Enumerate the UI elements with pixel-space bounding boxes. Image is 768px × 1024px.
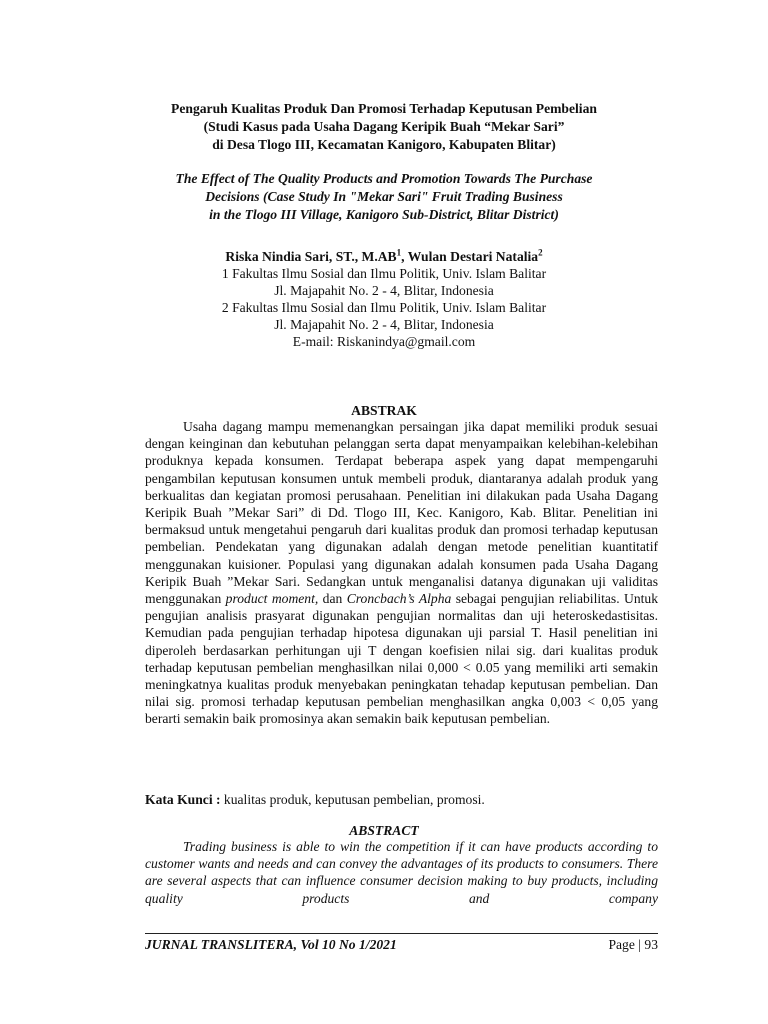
affiliation-1: 1 Fakultas Ilmu Sosial dan Ilmu Politik, Univ. Islam Balitar — [221, 266, 547, 281]
abstrak-text-3: sebagai pengujian reliabilitas. Untuk pengujian analisis prasyarat digunakan pengujian normalitas dan uji heteroskedastisitas. Kemudian pada pengujian terhadap hipotesa digunakan uji parsial T. Hasil penelitian ini diperoleh berdasarkan perhitungan uji T dengan koefisien nilai sig. dari kualitas produk terhadap keputusan pembelian menghasilkan nilai 0,000 < 0.05 yang memiliki arti semakin meningkatnya kualitas produk menyebakan peningkatan tehadap keputusan pembelian. Dan nilai sig. promosi terhadap keputusan pembelian menghasilkan angka 0,003 < 0,05 yang berarti semakin baik promosinya akan semakin baik keputusan pembelian. — [145, 591, 659, 727]
author-2-affiliation-mark: 2 — [538, 247, 543, 258]
title-english — [110, 170, 658, 224]
abstract-body — [145, 838, 658, 907]
abstrak-text-2: dan — [318, 591, 347, 607]
author-email: E-mail: Riskanindya@gmail.com — [292, 334, 476, 349]
footer-page-number: Page | 93 — [608, 937, 658, 952]
author-list — [110, 248, 658, 265]
author-separator: , — [401, 249, 408, 264]
keywords-label: Kata Kunci : — [145, 792, 221, 807]
title-en-line-2: Decisions (Case Study In "Mekar Sari" Fruit Trading Business — [205, 189, 563, 204]
abstrak-text-1: Usaha dagang mampu memenangkan persaingan jika dapat memiliki produk sesuai dengan keinginan dan kebutuhan pelanggan serta dapat menyampaikan kelebihan-kelebihan produknya kepada konsumen. Terdapat beberapa aspek yang dapat mempengaruhi pengambilan keputusan konsumen untuk membeli produk, diantaranya adalah produk yang berkualitas dan kegiatan promosi perusahaan. Penelitian ini dilakukan pada Usaha Dagang Keripik Buah ”Mekar Sari” di Dd. Tlogo III, Kec. Kanigoro, Kab. Blitar. Penelitian ini bermaksud untuk mengetahui pengaruh dari kualitas produk dan promosi terhadap keputusan pembelian. Pendekatan yang digunakan adalah dengan metode penelitian kuantitatif menggunakan kuisioner. Populasi yang digunakan adalah konsumen pada Usaha Dagang Keripik Buah ”Mekar Sari. Sedangkan untuk menganalisi datanya digunakan uji validitas menggunakan — [145, 419, 658, 607]
affiliation-2: 2 Fakultas Ilmu Sosial dan Ilmu Politik, Univ. Islam Balitar — [221, 300, 547, 315]
author-2: Wulan Destari Natalia — [407, 249, 539, 264]
title-id-line-3: di Desa Tlogo III, Kecamatan Kanigoro, Kabupaten Blitar) — [212, 137, 556, 152]
author-1: Riska Nindia Sari, ST., M.AB — [225, 249, 397, 264]
affiliation-1-address: Jl. Majapahit No. 2 - 4, Blitar, Indonesia — [274, 283, 494, 298]
footer-journal-name: JURNAL TRANSLITERA, Vol 10 No 1/2021 — [145, 937, 397, 952]
abstract-heading: ABSTRACT — [349, 823, 419, 838]
abstrak-body — [145, 418, 658, 728]
abstrak-heading: ABSTRAK — [351, 403, 417, 418]
footer-divider — [145, 933, 658, 934]
title-id-line-2: (Studi Kasus pada Usaha Dagang Keripik Buah “Mekar Sari” — [203, 119, 565, 134]
abstrak-italic-term-1: product moment, — [225, 591, 319, 607]
title-en-line-3: in the Tlogo III Village, Kanigoro Sub-District, Blitar District) — [209, 207, 559, 222]
title-en-line-1: The Effect of The Quality Products and Promotion Towards The Purchase — [175, 171, 593, 186]
author-1-affiliation-mark: 1 — [396, 247, 402, 258]
title-block — [110, 100, 658, 224]
abstract-text: Trading business is able to win the competition if it can have products according to customer wants and needs and can convey the advantages of its products to consumers. There are several aspects that can influence consumer decision making to buy products, including quality products and company — [145, 839, 658, 906]
keywords-text: kualitas produk, keputusan pembelian, promosi. — [220, 792, 485, 807]
affiliation-2-address: Jl. Majapahit No. 2 - 4, Blitar, Indonesia — [274, 317, 494, 332]
title-id-line-1: Pengaruh Kualitas Produk Dan Promosi Terhadap Keputusan Pembelian — [171, 101, 597, 116]
title-indonesian — [110, 100, 658, 154]
abstrak-italic-term-2: Croncbach’s Alpha — [346, 591, 452, 607]
authors-block — [110, 248, 658, 350]
keywords — [145, 791, 658, 808]
